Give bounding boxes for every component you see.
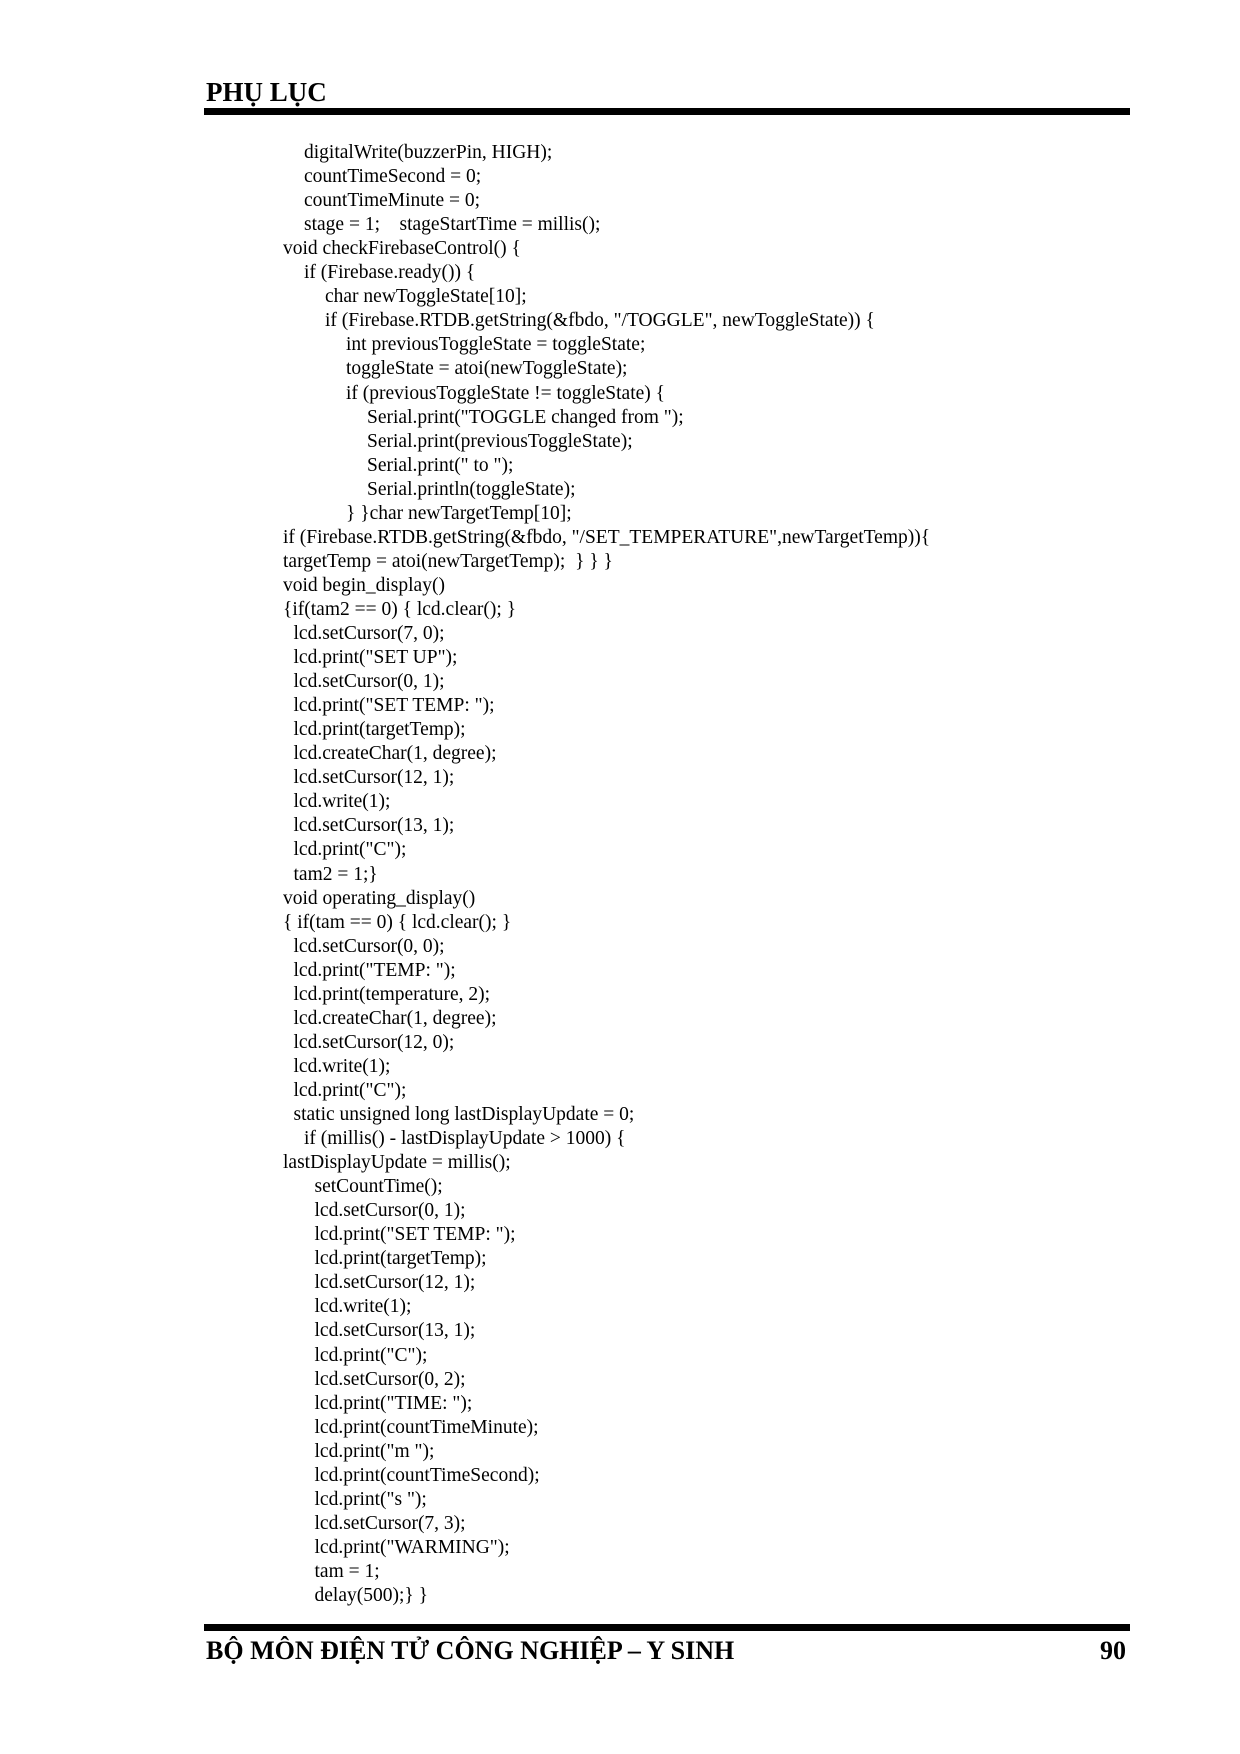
page-header-title: PHỤ LỤC (206, 77, 327, 107)
code-line: countTimeSecond = 0; (304, 166, 482, 188)
code-line: tam = 1; (314, 1560, 380, 1582)
code-line: } }char newTargetTemp[10]; (346, 502, 572, 524)
code-line: lcd.print(targetTemp); (293, 719, 466, 741)
footer-rule (204, 1624, 1130, 1631)
code-line: lcd.setCursor(0, 0); (293, 935, 445, 957)
code-line: lcd.write(1); (293, 791, 391, 813)
code-line: lcd.createChar(1, degree); (293, 1007, 497, 1029)
code-line: countTimeMinute = 0; (304, 190, 481, 212)
code-line: char newToggleState[10]; (325, 286, 527, 308)
code-line: if (Firebase.RTDB.getString(&fbdo, "/SET_TEMPERATURE",newTargetTemp)){ (283, 526, 931, 548)
code-line: lcd.print(temperature, 2); (293, 983, 491, 1005)
code-line: lcd.print("m "); (314, 1440, 435, 1462)
code-line: if (Firebase.RTDB.getString(&fbdo, "/TOGGLE", newToggleState)) { (325, 310, 875, 332)
code-line: lcd.print("SET TEMP: "); (293, 695, 495, 717)
code-line: stage = 1; stageStartTime = millis(); (304, 214, 601, 236)
code-line: if (previousToggleState != toggleState) { (346, 382, 665, 404)
code-line: if (Firebase.ready()) { (304, 262, 476, 284)
code-line: lcd.setCursor(13, 1); (314, 1320, 476, 1342)
code-line: lcd.print("s "); (314, 1488, 427, 1510)
code-line: void begin_display() (283, 574, 445, 596)
code-line: Serial.print(" to "); (367, 454, 514, 476)
code-line: lcd.print("WARMING"); (314, 1536, 510, 1558)
code-line: lcd.print("SET UP"); (293, 647, 458, 669)
code-line: lcd.createChar(1, degree); (293, 743, 497, 765)
code-line: lcd.setCursor(0, 1); (293, 671, 445, 693)
code-line: Serial.print(previousToggleState); (367, 430, 633, 452)
code-line: lcd.setCursor(7, 3); (314, 1512, 466, 1534)
code-line: lcd.print("TIME: "); (314, 1392, 473, 1414)
code-line: void checkFirebaseControl() { (283, 238, 521, 260)
code-line: lcd.print("C"); (293, 839, 407, 861)
code-line: {if(tam2 == 0) { lcd.clear(); } (283, 598, 517, 620)
code-line: lcd.print("C"); (314, 1344, 428, 1366)
code-line: lcd.write(1); (314, 1296, 412, 1318)
code-line: tam2 = 1;} (293, 863, 378, 885)
code-listing (283, 141, 1143, 1613)
code-line: lastDisplayUpdate = millis(); (283, 1152, 511, 1174)
code-line: lcd.setCursor(7, 0); (293, 623, 445, 644)
code-line: lcd.print("TEMP: "); (293, 959, 456, 981)
code-line: lcd.print(countTimeSecond); (314, 1464, 540, 1486)
code-line: lcd.setCursor(0, 1); (314, 1200, 466, 1222)
code-line: targetTemp = atoi(newTargetTemp); } } } (283, 550, 613, 572)
code-line: digitalWrite(buzzerPin, HIGH); (304, 142, 553, 163)
code-line: lcd.print("SET TEMP: "); (314, 1224, 516, 1246)
code-line: lcd.setCursor(13, 1); (293, 815, 455, 837)
code-line: static unsigned long lastDisplayUpdate = 0; (293, 1104, 635, 1125)
code-line: lcd.print(countTimeMinute); (314, 1416, 539, 1438)
code-line: delay(500);} } (314, 1585, 428, 1606)
code-line: toggleState = atoi(newToggleState); (346, 358, 628, 380)
footer-department: BỘ MÔN ĐIỆN TỬ CÔNG NGHIỆP – Y SINH (206, 1636, 735, 1665)
code-line: setCountTime(); (314, 1176, 443, 1198)
code-line: Serial.println(toggleState); (367, 478, 576, 500)
code-line: int previousToggleState = toggleState; (346, 334, 646, 356)
code-line: { if(tam == 0) { lcd.clear(); } (283, 911, 512, 933)
code-line: lcd.print("C"); (293, 1079, 407, 1101)
code-line: lcd.write(1); (293, 1055, 391, 1077)
code-line: lcd.print(targetTemp); (314, 1248, 487, 1270)
code-line: lcd.setCursor(12, 1); (293, 767, 455, 789)
header-rule (204, 108, 1130, 115)
page-number: 90 (1100, 1636, 1126, 1665)
code-line: void operating_display() (283, 887, 476, 909)
code-line: lcd.setCursor(0, 2); (314, 1368, 466, 1390)
code-line: Serial.print("TOGGLE changed from "); (367, 406, 684, 428)
code-line: if (millis() - lastDisplayUpdate > 1000) { (304, 1128, 626, 1150)
code-line: lcd.setCursor(12, 0); (293, 1031, 455, 1053)
code-line: lcd.setCursor(12, 1); (314, 1272, 476, 1294)
